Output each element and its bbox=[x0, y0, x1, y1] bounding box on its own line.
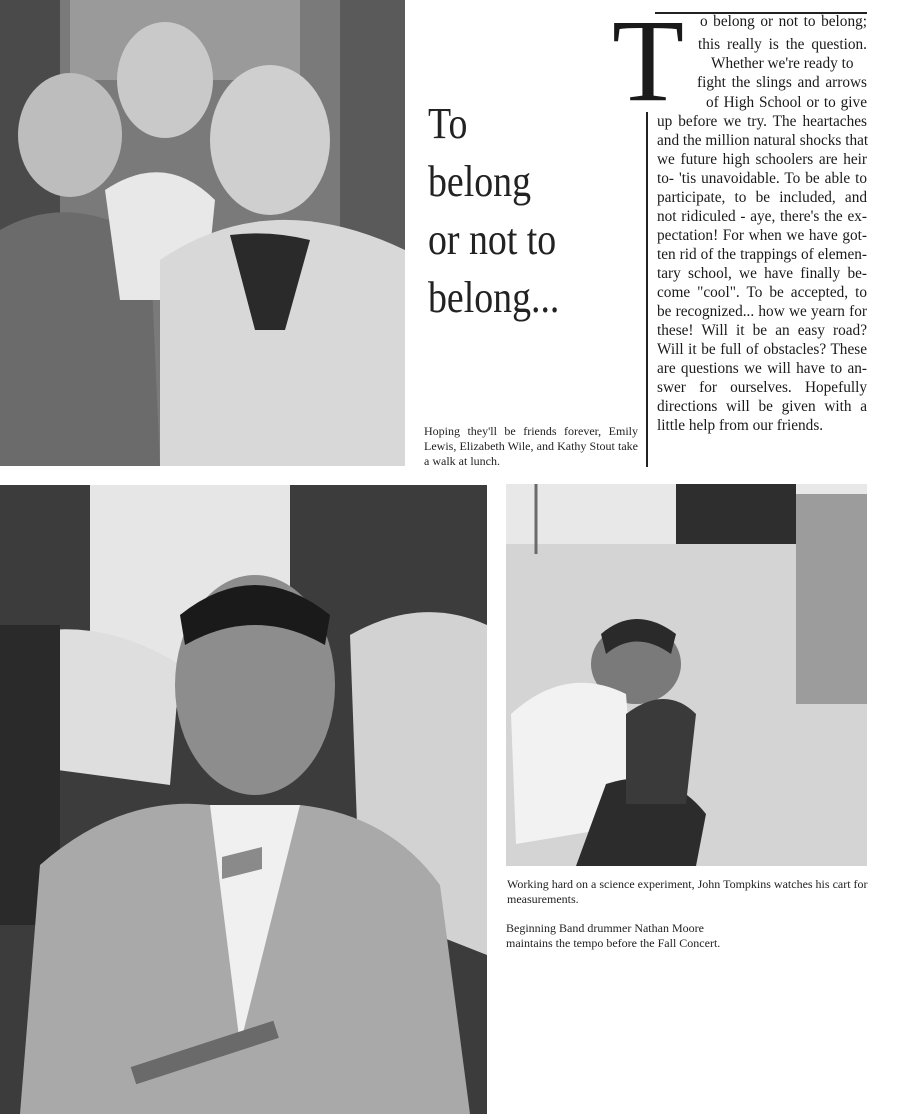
caption-friends: Hoping they'll be friends forever, Emily Lewis, Elizabeth Wile, and Kathy Stout take a walk at lunch. bbox=[424, 424, 638, 468]
headline-line-1: To belong bbox=[428, 99, 531, 206]
article-line: to- 'tis unavoidable. To be able to bbox=[657, 170, 867, 187]
article-dropcap: T bbox=[612, 0, 685, 126]
headline bbox=[428, 95, 566, 327]
article-line: and the million natural shocks that bbox=[657, 132, 869, 149]
article-line: come "cool". To be accepted, to bbox=[657, 284, 867, 301]
article-line: Whether we're ready to bbox=[711, 55, 854, 72]
article-line: directions will be given with a bbox=[657, 398, 867, 415]
article-line: participate, to be included, and bbox=[657, 189, 867, 206]
article-line: Will it be full of obstacles? These bbox=[657, 341, 867, 358]
article-line: are questions we will have to an- bbox=[657, 360, 867, 377]
article-line: these! Will it be an easy road? bbox=[657, 322, 867, 339]
headline-line-3: belong... bbox=[428, 273, 560, 322]
photo-friends bbox=[0, 0, 405, 466]
headline-line-2: or not to bbox=[428, 215, 557, 264]
article-line: tary school, we have finally be- bbox=[657, 265, 867, 282]
article-line: be recognized... how we yearn for bbox=[657, 303, 867, 320]
article-line: pectation! For when we have got- bbox=[657, 227, 867, 244]
article-line: up before we try. The heartaches bbox=[657, 113, 867, 130]
article-line: little help from our friends. bbox=[657, 417, 824, 434]
caption-science: Working hard on a science experiment, John Tompkins watches his cart for measurements. bbox=[507, 877, 868, 906]
article-line: this really is the question. bbox=[698, 36, 867, 53]
article-line: not ridiculed - aye, there's the ex- bbox=[657, 208, 867, 225]
article-line: fight the slings and arrows bbox=[697, 74, 867, 91]
photo-drummer bbox=[0, 485, 487, 1114]
article-line: of High School or to give bbox=[706, 94, 867, 111]
article-line: ten rid of the trappings of elemen- bbox=[657, 246, 867, 263]
article-line: we future high schoolers are heir bbox=[657, 151, 867, 168]
article-line: swer for ourselves. Hopefully bbox=[657, 379, 867, 396]
photo-science bbox=[506, 484, 867, 866]
caption-drummer: Beginning Band drummer Nathan Moore maintains the tempo before the Fall Concert. bbox=[506, 921, 721, 950]
article-line: o belong or not to belong; bbox=[700, 13, 867, 30]
article-left-rule bbox=[646, 112, 648, 467]
